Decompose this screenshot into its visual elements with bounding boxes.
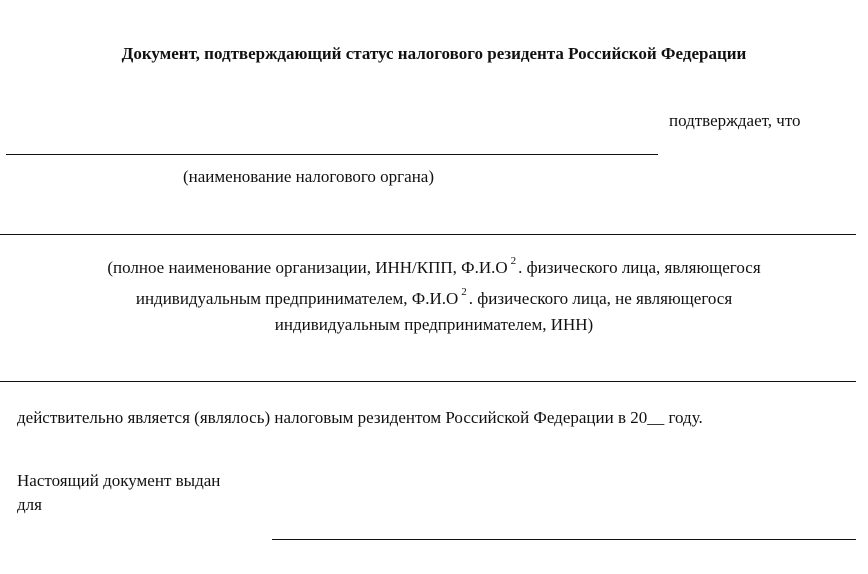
- footnote-marker: 2: [461, 286, 467, 298]
- issued-text-line1: Настоящий документ выдан: [17, 471, 221, 490]
- organization-caption-line2: [0, 286, 868, 309]
- issued-text-line2: для: [17, 495, 42, 514]
- organization-caption-line1: [0, 255, 868, 278]
- organization-caption-line1-part2: . физического лица, являющегося: [518, 258, 761, 277]
- organization-caption-line2-part1: индивидуальным предпринимателем, Ф.И.О: [135, 289, 459, 308]
- confirms-text: подтверждает, что: [669, 111, 801, 130]
- organization-caption-line1-part1: (полное наименование организации, ИНН/КПП, Ф.И.О: [107, 258, 508, 277]
- organization-caption-line3: индивидуальным предпринимателем, ИНН): [274, 315, 594, 334]
- tax-authority-blank-line: [6, 154, 658, 155]
- organization-caption-line2-part2: . физического лица, не являющегося: [468, 289, 733, 308]
- footnote-marker: 2: [510, 255, 517, 267]
- organization-blank-line: [0, 234, 856, 235]
- tax-authority-caption: (наименование налогового органа): [183, 167, 434, 186]
- resident-blank-line: [0, 381, 856, 382]
- issued-for-blank-line: [272, 539, 856, 540]
- resident-statement: действительно является (являлось) налоговым резидентом Российской Федерации в 20__ году.: [17, 408, 703, 427]
- document-title: Документ, подтверждающий статус налогового резидента Российской Федерации: [121, 44, 747, 63]
